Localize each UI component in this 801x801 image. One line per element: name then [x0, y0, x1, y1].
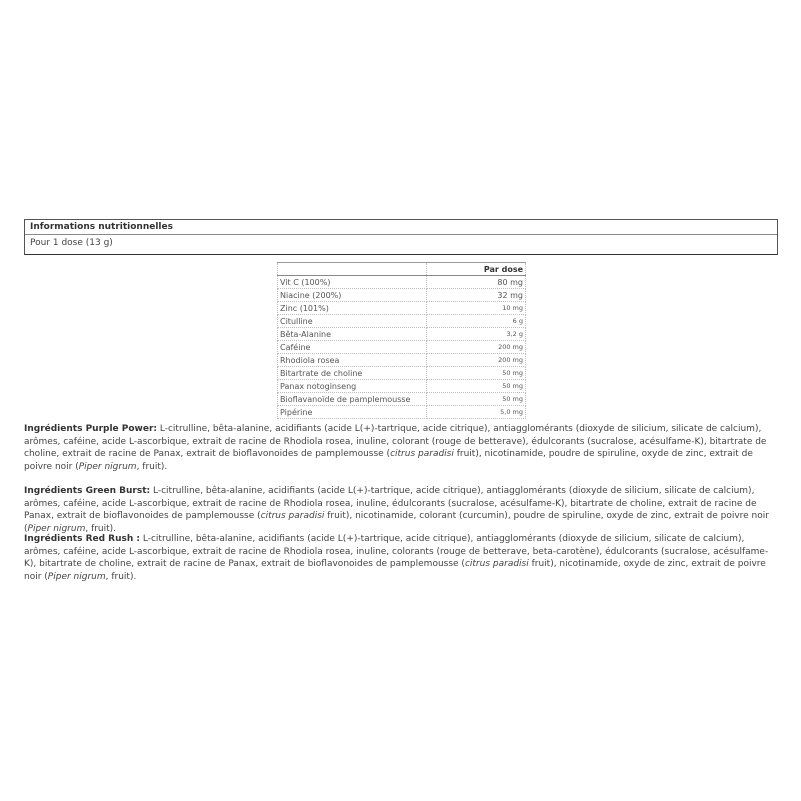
table-row	[278, 276, 526, 289]
table-row	[278, 380, 526, 393]
nutrient-value: 50 mg	[427, 393, 526, 406]
ingredients-text: fruit), nicotinamide, oxyde de zinc, extrait de poivre noir (	[24, 559, 766, 582]
ingredients-green-burst	[24, 485, 778, 535]
ingredients-italic: citrus paradisi	[390, 449, 454, 459]
nutrient-name: Niacine (200%)	[278, 289, 427, 302]
ingredients-label: Ingrédients Green Burst:	[24, 486, 151, 496]
table-row	[278, 328, 526, 341]
nutrient-value: 200 mg	[427, 354, 526, 367]
nutrient-value: 50 mg	[427, 367, 526, 380]
nutrient-name: Citulline	[278, 315, 427, 328]
ingredients-text: , fruit).	[105, 571, 137, 582]
nutrient-name: Bioflavanoïde de pamplemousse	[278, 393, 427, 406]
ingredients-text: L-citrulline, bêta-alanine, acidifiants (acide L(+)-tartrique, acide citrique), antiagglomérants (dioxyde de silicium, silicate de calcium), arômes, caféine, acide L-ascorbique, extrait de racine de Rhodiola rosea, inuline, colorants (rouge de betterave, beta-carotène), édulcorants (sucralose, acésulfame-K), bitartrate de choline, extrait de racine de Panax, extrait de bioflavonoides de pamplemousse (	[24, 534, 769, 569]
nutrient-name: Panax notoginseng	[278, 380, 427, 393]
nutrient-value: 5,0 mg	[427, 406, 526, 419]
nutrient-name: Vit C (100%)	[278, 276, 427, 289]
table-row	[278, 406, 526, 419]
ingredients-purple-power	[24, 423, 778, 473]
ingredients-italic: citrus paradisi	[260, 511, 325, 521]
table-header-row	[278, 263, 526, 276]
table-row	[278, 341, 526, 354]
nutrient-name: Caféine	[278, 341, 427, 354]
table-header-blank	[278, 263, 427, 276]
nutrient-name: Bitartrate de choline	[278, 367, 427, 380]
ingredients-italic: Piper nigrum	[78, 461, 137, 472]
nutrient-value: 6 g	[427, 315, 526, 328]
table-row	[278, 289, 526, 302]
nutrient-value: 80 mg	[427, 276, 526, 289]
nutrient-name: Bêta-Alanine	[278, 328, 427, 341]
table-row	[278, 354, 526, 367]
nutrition-title: Informations nutritionnelles	[30, 222, 173, 232]
nutrient-value: 200 mg	[427, 341, 526, 354]
nutrient-name: Zinc (101%)	[278, 302, 427, 315]
nutrient-value: 10 mg	[427, 302, 526, 315]
ingredients-label: Ingrédients Purple Power:	[24, 424, 158, 434]
ingredients-italic: Piper nigrum	[47, 571, 106, 582]
nutrient-value: 3,2 g	[427, 328, 526, 341]
nutrient-value: 50 mg	[427, 380, 526, 393]
ingredients-red-rush	[24, 533, 778, 583]
ingredients-label: Ingrédients Red Rush :	[24, 534, 141, 544]
ingredients-text: L-citrulline, bêta-alanine, acidifiants (acide L(+)-tartrique, acide citrique), antiagglomérants (dioxyde de silicium, silicate de calcium), arômes, caféine, acide L-ascorbique, extrait de racine de Rhodiola rosea, inuline, colorant (rouge de betterave), édulcorants (sucralose, acésulfame-K), bitartrate de choline, extrait de racine de Panax, extrait de bioflavonoides de pamplemousse (	[24, 424, 767, 459]
table-row	[278, 367, 526, 380]
ingredients-text: , fruit).	[136, 461, 168, 472]
table-row	[278, 302, 526, 315]
ingredients-text: L-citrulline, bêta-alanine, acidifiants (acide L(+)-tartrique, acide citrique), antiagglomérants (dioxyde de silicium, silicate de calcium), arômes, caféine, acide L-ascorbique, extrait de racine de Rhodiola rosea, inuline, édulcorants (sucralose, acésulfame-K), bitartrate de choline, extrait de racine de Panax, extrait de bioflavonoides de pamplemousse (	[24, 486, 757, 521]
nutrient-name: Rhodiola rosea	[278, 354, 427, 367]
table-row	[278, 393, 526, 406]
ingredients-italic: citrus paradisi	[464, 559, 529, 569]
nutrient-name: Pipérine	[278, 406, 427, 419]
ingredients-text: , fruit).	[85, 523, 117, 534]
nutrition-info-box	[24, 219, 778, 255]
nutrient-value: 32 mg	[427, 289, 526, 302]
nutrition-table	[277, 262, 526, 419]
ingredients-text: fruit), nicotinamide, poudre de spiruline, oxyde de zinc, extrait de poivre noir (	[24, 449, 753, 472]
ingredients-text: fruit), nicotinamide, colorant (curcumin), poudre de spiruline, oxyde de zinc, extrait de poivre noir (	[24, 511, 769, 534]
table-header-per-dose: Par dose	[427, 263, 526, 276]
serving-size: Pour 1 dose (13 g)	[30, 238, 113, 248]
table-row	[278, 315, 526, 328]
ingredients-italic: Piper nigrum	[27, 523, 86, 534]
divider	[25, 234, 777, 235]
